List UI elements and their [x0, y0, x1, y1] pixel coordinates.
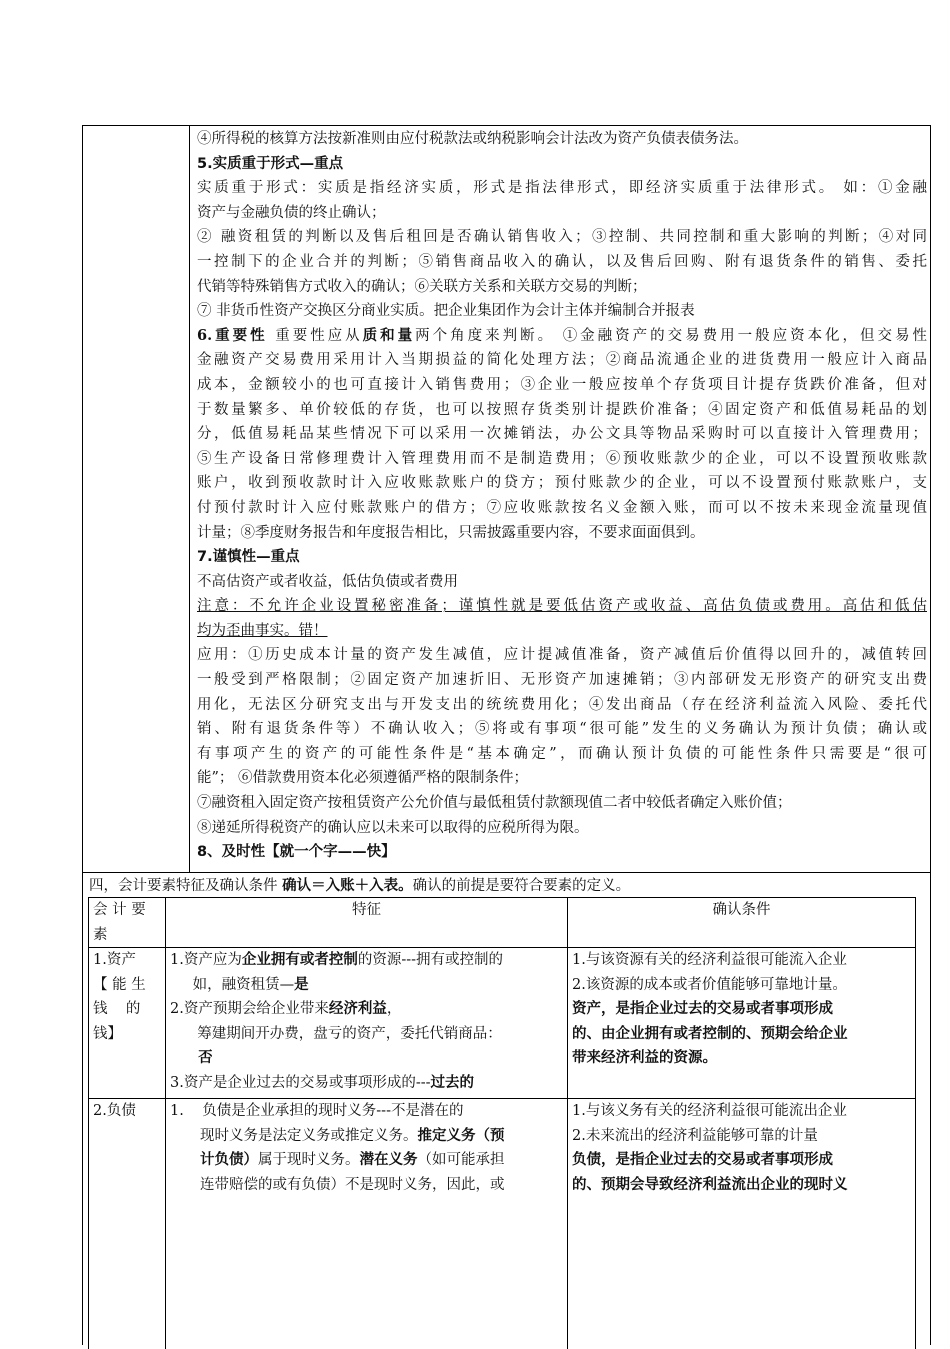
content-line: 8、及时性【就一个字——快】: [197, 840, 927, 865]
content-line: ④所得税的核算方法按新准则由应付税款法或纳税影响会计法改为资产负债表债务法。: [197, 127, 927, 152]
text-run: 计负债）: [200, 1151, 258, 1168]
asset-name-cell: [89, 948, 166, 1099]
condition-line: 资产，是指企业过去的交易或者事项形成: [572, 997, 911, 1022]
condition-line: 负债，是指企业过去的交易或者事项形成: [572, 1148, 911, 1173]
feature-line: [170, 1022, 563, 1047]
asset-conditions-cell: [568, 948, 916, 1099]
feature-line: [170, 1099, 563, 1124]
condition-line: 1.与该资源有关的经济利益很可能流入企业: [572, 948, 911, 973]
asset-name-line: 钱】: [93, 1022, 161, 1047]
principles-table: [82, 125, 931, 873]
text-run: 现时义务是法定义务或推定义务。: [200, 1128, 418, 1144]
condition-line: 带来经济利益的资源。: [572, 1046, 911, 1071]
content-line: 实质重于形式：实质是指经济实质，形式是指法律形式，即经济实质重于法律形式。 如：①金融: [197, 176, 927, 201]
principles-content: [191, 126, 927, 865]
text-run: 推定义务（预: [418, 1127, 505, 1144]
content-line: 成本，金额较小的也可直接计入销售费用；③企业一般应按单个存货项目计提存货跌价准备，但对: [197, 373, 927, 398]
text-run: 企业拥有或者控制: [242, 951, 358, 968]
text-run: 经济利益: [329, 1000, 387, 1017]
condition-line: 2.该资源的成本或者价值能够可靠地计量。: [572, 973, 911, 998]
feature-line: [170, 973, 563, 998]
principles-left-column: [83, 126, 190, 872]
asset-features-cell: [166, 948, 568, 1099]
text-run: 是: [294, 976, 309, 993]
content-line: 资产与金融负债的终止确认；: [197, 201, 927, 226]
text-run: 1.资产应为: [170, 952, 242, 968]
content-line: 注意：不允许企业设置秘密准备；谨慎性就是要低估资产或收益、高估负债或费用。高估和低估: [197, 594, 927, 619]
content-line: ⑦ 非货币性资产交换区分商业实质。把企业集团作为会计主体并编制合并报表: [197, 299, 927, 324]
feature-line: [170, 1173, 563, 1198]
content-line: ⑦融资租入固定资产按租赁资产公允价值与最低租赁付款额现值二者中较低者确定入账价值；: [197, 791, 927, 816]
header-condition: 确认条件: [568, 898, 916, 948]
liability-features-cell: [166, 1099, 568, 1349]
content-line: 能”； ⑥借款费用资本化必须遵循严格的限制条件；: [197, 766, 927, 791]
text-run: 重要性应从: [268, 328, 363, 344]
elements-table: [88, 897, 916, 1349]
section-four-title-emphasis: 确认＝入账＋入表。: [282, 877, 413, 894]
content-line: 5.实质重于形式—重点: [197, 152, 927, 177]
table-row-asset: [89, 948, 916, 1099]
condition-line: 的、由企业拥有或者控制的、预期会给企业: [572, 1022, 911, 1047]
asset-name-line: 钱 的: [93, 997, 161, 1022]
liability-name-cell: 2.负债: [89, 1099, 166, 1349]
text-run: 6.重要性: [197, 327, 268, 344]
content-line: 销、附有退货条件等）不确认收入；⑤将或有事项“很可能”发生的义务确认为预计负债；确认或: [197, 717, 927, 742]
condition-line: 1.与该义务有关的经济利益很可能流出企业: [572, 1099, 911, 1124]
content-line: 金融资产交易费用采用计入当期损益的简化处理方法；②商品流通企业的进货费用一般应计入商品: [197, 348, 927, 373]
content-line: [197, 324, 927, 349]
text-run: 的资源---拥有或控制的: [358, 952, 503, 968]
text-run: 两个角度来判断。 ①金融资产的交易费用一般应资本化，但交易性: [415, 328, 927, 344]
content-line: 分，低值易耗品某些情况下可以采用一次摊销法，办公文具等物品采购时可以直接计入管理费用；: [197, 422, 927, 447]
content-line: 付预付款时计入应付账款账户的借方；⑦应收账款按名义金额入账，而可以不按未来现金流量现值: [197, 496, 927, 521]
text-run: 连带赔偿的或有负债）不是现时义务，因此，或: [200, 1177, 505, 1193]
text-run: 潜在义务: [360, 1151, 418, 1168]
feature-line: [170, 1071, 563, 1096]
content-line: 均为歪曲事实。错！: [197, 619, 927, 644]
section-four-title-text: 四，会计要素特征及确认条件: [89, 878, 282, 894]
content-line: ⑤生产设备日常修理费计入管理费用而不是制造费用；⑥预收账款少的企业，可以不设置预收账款: [197, 447, 927, 472]
text-run: 筹建期间开办费，盘亏的资产，委托代销商品：: [188, 1026, 502, 1042]
text-run: ，: [387, 1001, 402, 1017]
text-run: 过去的: [431, 1074, 475, 1091]
elements-table-header: [89, 898, 916, 948]
text-run: 1. 负债是企业承担的现时义务---不是潜在的: [170, 1103, 463, 1119]
section-four-title-tail: 确认的前提是要符合要素的定义。: [413, 878, 631, 894]
feature-line: [170, 1148, 563, 1173]
condition-line: 2.未来流出的经济利益能够可靠的计量: [572, 1124, 911, 1149]
text-run: 否: [188, 1049, 213, 1066]
header-feature: 特征: [166, 898, 568, 948]
content-line: 一控制下的企业合并的判断；⑤销售商品收入的确认，以及售后回购、附有退货条件的销售、委托: [197, 250, 927, 275]
condition-line: 的、预期会导致经济利益流出企业的现时义: [572, 1173, 911, 1198]
content-line: 7.谨慎性—重点: [197, 545, 927, 570]
section-four-title: [89, 875, 630, 897]
text-run: 如，融资租赁—: [188, 977, 294, 993]
text-run: 属于现时义务。: [258, 1152, 360, 1168]
text-run: 质和量: [363, 327, 415, 344]
content-line: 于数量繁多、单价较低的存货，也可以按照存货类别计提跌价准备；④固定资产和低值易耗品的划: [197, 398, 927, 423]
feature-line: [170, 997, 563, 1022]
text-run: 3.资产是企业过去的交易或事项形成的---: [170, 1075, 431, 1091]
content-line: 应用：①历史成本计量的资产发生减值，应计提减值准备，资产减值后价值得以回升的，减值转回: [197, 643, 927, 668]
content-line: 有事项产生的资产的可能性条件是“基本确定”，而确认预计负债的可能性条件只需要是“很可: [197, 742, 927, 767]
table-row-liability: [89, 1099, 916, 1349]
content-line: 账户，收到预收款时计入应收账款账户的贷方；预付账款少的企业，可以不设置预付账款账户，支: [197, 471, 927, 496]
content-line: 计量；⑧季度财务报告和年度报告相比，只需披露重要内容，不要求面面俱到。: [197, 521, 927, 546]
content-line: ⑧递延所得税资产的确认应以未来可以取得的应税所得为限。: [197, 816, 927, 841]
content-line: 代销等特殊销售方式收入的确认；⑥关联方关系和关联方交易的判断；: [197, 275, 927, 300]
feature-line: [170, 948, 563, 973]
asset-name-line: 【 能 生: [93, 973, 161, 998]
content-line: 一般受到严格限制；②固定资产加速折旧、无形资产加速摊销；③内部研发无形资产的研究支出费: [197, 668, 927, 693]
text-run: （如可能承担: [418, 1152, 505, 1168]
content-line: ② 融资租赁的判断以及售后租回是否确认销售收入；③控制、共同控制和重大影响的判断；④对同: [197, 225, 927, 250]
feature-line: [170, 1124, 563, 1149]
header-element: 会 计 要 素: [89, 898, 166, 948]
liability-conditions-cell: [568, 1099, 916, 1349]
content-line: 用化，无法区分研究支出与开发支出的统统费用化；④发出商品（存在经济利益流入风险、委托代: [197, 693, 927, 718]
asset-name-line: 1.资产: [93, 948, 161, 973]
feature-line: [170, 1046, 563, 1071]
text-run: 2.资产预期会给企业带来: [170, 1001, 329, 1017]
content-line: 不高估资产或者收益，低估负债或者费用: [197, 570, 927, 595]
